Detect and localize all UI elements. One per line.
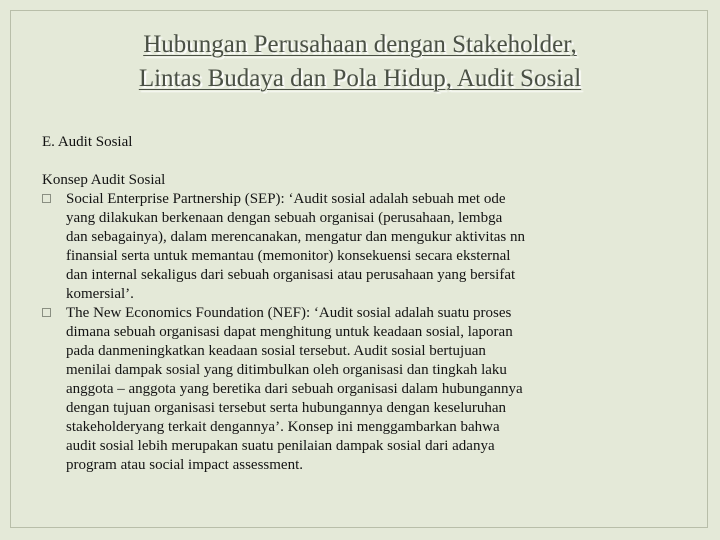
bullet-text-line: finansial serta untuk memantau (memonitor) konsekuensi secara eksternal: [66, 248, 511, 264]
concept-title: Konsep Audit Sosial: [42, 172, 166, 188]
bullet-text-line: The New Economics Foundation (NEF): ‘Audit sosial adalah suatu proses: [66, 305, 512, 321]
square-bullet-icon: [42, 194, 51, 203]
bullet-text-line: dan sebagainya), dalam merencanakan, mengatur dan mengukur aktivitas nn: [66, 229, 525, 245]
title-line-1: Hubungan Perusahaan dengan Stakeholder,: [143, 31, 577, 58]
bullet-text-line: anggota – anggota yang beretika dari sebuah organisasi dalam hubungannya: [66, 381, 523, 397]
bullet-text-line: yang dilakukan berkenaan dengan sebuah organisai (perusahaan, lembga: [66, 210, 503, 226]
bullet-text-line: menilai dampak sosial yang ditimbulkan oleh organisasi dan tingkah laku: [66, 362, 507, 378]
bullet-text-line: pada danmeningkatkan keadaan sosial tersebut. Audit sosial bertujuan: [66, 343, 486, 359]
bullet-text-line: komersial’.: [66, 286, 134, 302]
bullet-text-line: audit sosial lebih merupakan suatu penilaian dampak sosial dari adanya: [66, 438, 495, 454]
bullet-item-sep: [42, 190, 682, 304]
bullet-item-nef: [42, 304, 682, 475]
bullet-text-line: stakeholderyang terkait dengannya’. Konsep ini menggambarkan bahwa: [66, 419, 500, 435]
slide-body: [42, 171, 682, 475]
section-heading: E. Audit Sosial: [42, 134, 133, 150]
title-line-2: Lintas Budaya dan Pola Hidup, Audit Sosial: [138, 65, 582, 92]
slide-title: [48, 28, 672, 114]
bullet-text-line: program atau social impact assessment.: [66, 457, 304, 473]
bullet-text-line: dimana sebuah organisasi dapat menghitung untuk keadaan sosial, laporan: [66, 324, 513, 340]
bullet-text-line: dengan tujuan organisasi tersebut serta hubungannya dengan keseluruhan: [66, 400, 507, 416]
bullet-text-line: dan internal sekaligus dari sebuah organisasi atau perusahaan yang bersifat: [66, 267, 516, 283]
bullet-text-line: Social Enterprise Partnership (SEP): ‘Audit sosial adalah sebuah met ode: [66, 191, 506, 207]
square-bullet-icon: [42, 308, 51, 317]
